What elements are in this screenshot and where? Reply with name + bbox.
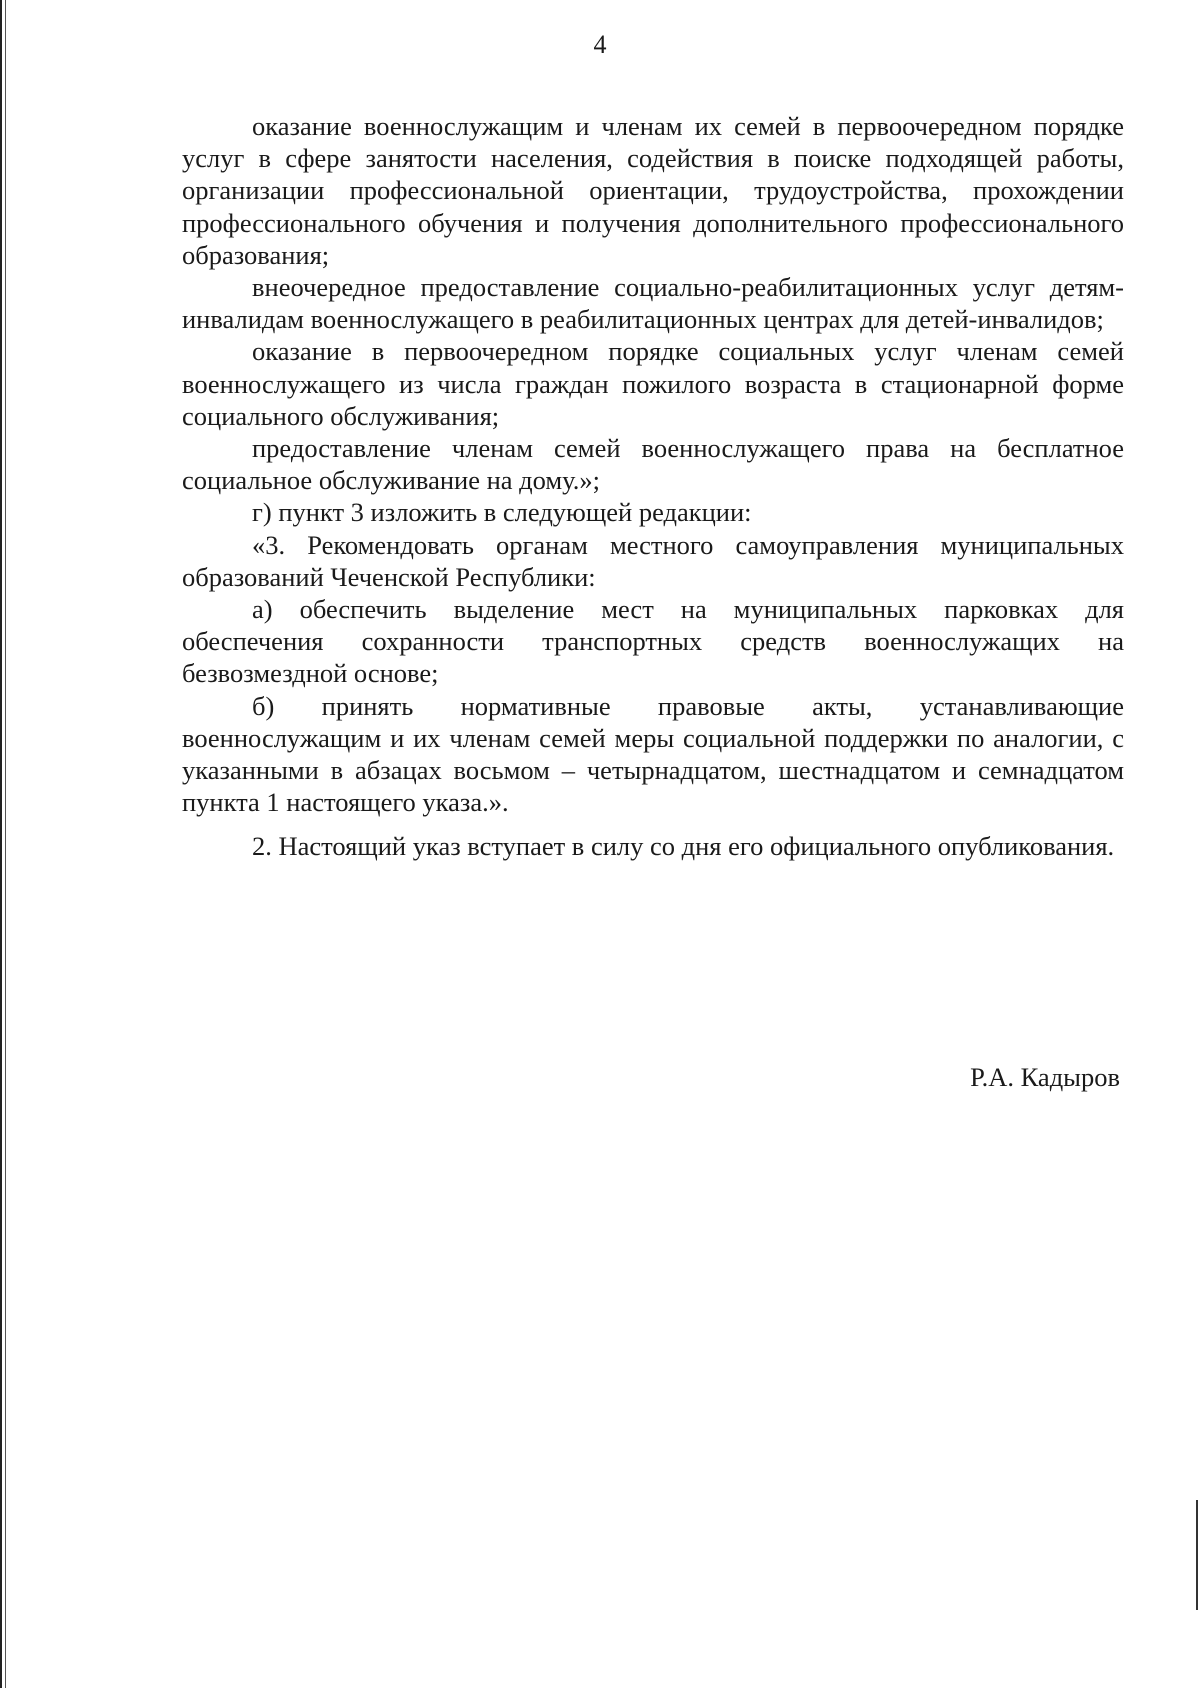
paragraph-home-social-services: предоставление членам семей военнослужащего права на бесплатное социальное обслуживание на дому.»; [182,433,1124,496]
paragraph-employment-services: оказание военнослужащим и членам их семей в первоочередном порядке услуг в сфере занятости населения, содействия в поиске подходящей работы, организации профессиональной ориентации, трудоустройства, прохождении профессионального обучения и получения дополнительного профессионального образования; [182,111,1124,270]
signature-name: Р.А. Кадыров [970,1062,1120,1092]
paragraph-item-a: а) обеспечить выделение мест на муниципальных парковках для обеспечения сохранности транспортных средств военнослужащих на безвозмездной основе; [182,594,1124,689]
scan-edge-left-secondary [5,0,6,1688]
paragraph-recommendation: «3. Рекомендовать органам местного самоуправления муниципальных образований Чеченской Республики: [182,529,1124,592]
paragraph-entry-into-force: 2. Настоящий указ вступает в силу со дня его официального опубликования. [252,831,1115,862]
paragraph-item-g: г) пункт 3 изложить в следующей редакции: [252,497,752,528]
paragraph-rehabilitation-services: внеочередное предоставление социально-реабилитационных услуг детям-инвалидам военнослужащего в реабилитационных центрах для детей-инвалидов; [182,272,1124,335]
paragraph-elderly-social-services: оказание в первоочередном порядке социальных услуг членам семей военнослужащего из числа граждан пожилого возраста в стационарной форме социального обслуживания; [182,336,1124,431]
page-number: 4 [593,30,607,59]
document-body [182,110,1124,863]
paragraph-item-b: б) принять нормативные правовые акты, устанавливающие военнослужащим и их членам семей меры социальной поддержки по аналогии, с указанными в абзацах восьмом – четырнадцатом, шестнадцатом и семнадцатом пункта 1 настоящего указа.». [182,690,1124,818]
scan-edge-right [1196,1500,1198,1610]
scan-edge-left [0,0,2,1688]
